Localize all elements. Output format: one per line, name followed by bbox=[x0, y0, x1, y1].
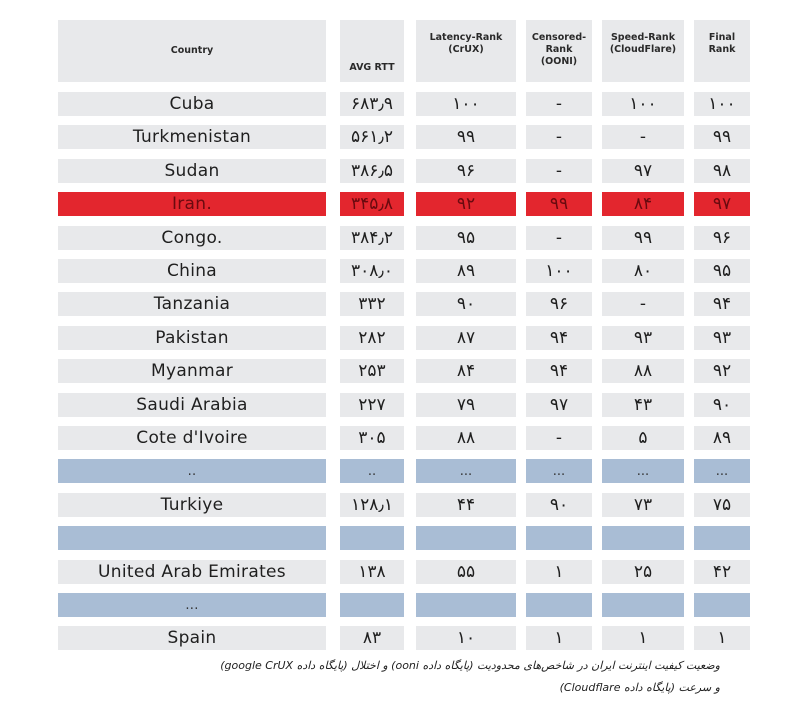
censored-rank-cell: ۹۴ bbox=[526, 326, 592, 350]
ranking-table bbox=[48, 12, 764, 672]
table-row bbox=[48, 192, 764, 216]
censored-rank-cell: - bbox=[526, 125, 592, 149]
country-cell: Iran. bbox=[58, 192, 326, 216]
country-cell: .. bbox=[58, 459, 326, 483]
rtt-cell: ۱۳۸ bbox=[340, 560, 404, 584]
censored-rank-cell: - bbox=[526, 159, 592, 183]
rtt-cell bbox=[340, 593, 404, 617]
rtt-cell: ۸۳ bbox=[340, 626, 404, 650]
latency-rank-cell: ۸۹ bbox=[416, 259, 516, 283]
final-rank-cell: ۴۲ bbox=[694, 560, 750, 584]
latency-rank-cell: ۹۰ bbox=[416, 292, 516, 316]
table-row bbox=[48, 159, 764, 183]
latency-rank-cell: ۸۴ bbox=[416, 359, 516, 383]
rtt-cell: .. bbox=[340, 459, 404, 483]
censored-rank-cell: ۹۰ bbox=[526, 493, 592, 517]
rtt-cell: ۲۲۷ bbox=[340, 393, 404, 417]
latency-rank-cell: ۹۹ bbox=[416, 125, 516, 149]
table-row bbox=[48, 92, 764, 116]
speed-rank-cell: ۹۹ bbox=[602, 226, 684, 250]
censored-rank-cell: ۱ bbox=[526, 626, 592, 650]
header-final-rank: Final Rank bbox=[694, 20, 750, 82]
separator-row bbox=[48, 593, 764, 617]
censored-rank-cell: ۱ bbox=[526, 560, 592, 584]
censored-rank-cell: - bbox=[526, 226, 592, 250]
country-cell bbox=[58, 526, 326, 550]
censored-rank-cell: - bbox=[526, 92, 592, 116]
latency-rank-cell: ۷۹ bbox=[416, 393, 516, 417]
speed-rank-cell bbox=[602, 526, 684, 550]
latency-rank-cell: ۸۷ bbox=[416, 326, 516, 350]
rtt-cell: ۳۰۸٫۰ bbox=[340, 259, 404, 283]
censored-rank-cell: ۹۴ bbox=[526, 359, 592, 383]
speed-rank-cell: ۸۸ bbox=[602, 359, 684, 383]
speed-rank-cell: ۸۰ bbox=[602, 259, 684, 283]
final-rank-cell: ۷۵ bbox=[694, 493, 750, 517]
country-cell: Sudan bbox=[58, 159, 326, 183]
table-row bbox=[48, 426, 764, 450]
rtt-cell: ۱۲۸٫۱ bbox=[340, 493, 404, 517]
final-rank-cell: ۹۴ bbox=[694, 292, 750, 316]
table-row bbox=[48, 560, 764, 584]
speed-rank-cell: ۱ bbox=[602, 626, 684, 650]
header-censored-rank: Censored- Rank (OONI) bbox=[526, 20, 592, 82]
country-cell: Turkiye bbox=[58, 493, 326, 517]
rtt-cell: ۳۸۶٫۵ bbox=[340, 159, 404, 183]
latency-rank-cell bbox=[416, 526, 516, 550]
rtt-cell: ۶۸۳٫۹ bbox=[340, 92, 404, 116]
final-rank-cell: ... bbox=[694, 459, 750, 483]
country-cell: Myanmar bbox=[58, 359, 326, 383]
header-speed-rank: Speed-Rank (CloudFlare) bbox=[602, 20, 684, 82]
rtt-cell: ۳۸۴٫۲ bbox=[340, 226, 404, 250]
country-cell: Turkmenistan bbox=[58, 125, 326, 149]
table-row bbox=[48, 626, 764, 650]
country-cell: Pakistan bbox=[58, 326, 326, 350]
country-cell: Saudi Arabia bbox=[58, 393, 326, 417]
censored-rank-cell: - bbox=[526, 426, 592, 450]
speed-rank-cell: - bbox=[602, 292, 684, 316]
speed-rank-cell: ۵ bbox=[602, 426, 684, 450]
country-cell: Tanzania bbox=[58, 292, 326, 316]
censored-rank-cell: ۹۶ bbox=[526, 292, 592, 316]
country-cell: Congo. bbox=[58, 226, 326, 250]
final-rank-cell: ۹۲ bbox=[694, 359, 750, 383]
censored-rank-cell: ... bbox=[526, 459, 592, 483]
latency-rank-cell: ۹۶ bbox=[416, 159, 516, 183]
latency-rank-cell bbox=[416, 593, 516, 617]
header-latency-rank: Latency-Rank (CrUX) bbox=[416, 20, 516, 82]
censored-rank-cell: ۹۷ bbox=[526, 393, 592, 417]
rtt-cell bbox=[340, 526, 404, 550]
final-rank-cell: ۱۰۰ bbox=[694, 92, 750, 116]
table-row bbox=[48, 226, 764, 250]
speed-rank-cell: ۹۷ bbox=[602, 159, 684, 183]
rtt-cell: ۳۳۲ bbox=[340, 292, 404, 316]
speed-rank-cell: ۴۳ bbox=[602, 393, 684, 417]
latency-rank-cell: ۹۵ bbox=[416, 226, 516, 250]
latency-rank-cell: ۵۵ bbox=[416, 560, 516, 584]
final-rank-cell: ۱ bbox=[694, 626, 750, 650]
speed-rank-cell: ۷۳ bbox=[602, 493, 684, 517]
rtt-cell: ۳۴۵٫۸ bbox=[340, 192, 404, 216]
latency-rank-cell: ۱۰ bbox=[416, 626, 516, 650]
country-cell: China bbox=[58, 259, 326, 283]
rtt-cell: ۲۵۳ bbox=[340, 359, 404, 383]
table-caption bbox=[100, 655, 720, 699]
table-row bbox=[48, 493, 764, 517]
speed-rank-cell: ۲۵ bbox=[602, 560, 684, 584]
table-row bbox=[48, 393, 764, 417]
table-row bbox=[48, 359, 764, 383]
latency-rank-cell: ۸۸ bbox=[416, 426, 516, 450]
final-rank-cell: ۹۵ bbox=[694, 259, 750, 283]
country-cell: Spain bbox=[58, 626, 326, 650]
final-rank-cell: ۹۷ bbox=[694, 192, 750, 216]
speed-rank-cell: ... bbox=[602, 459, 684, 483]
censored-rank-cell: ۱۰۰ bbox=[526, 259, 592, 283]
speed-rank-cell: - bbox=[602, 125, 684, 149]
latency-rank-cell: ۴۴ bbox=[416, 493, 516, 517]
final-rank-cell: ۸۹ bbox=[694, 426, 750, 450]
header-avg-rtt: AVG RTT bbox=[340, 20, 404, 82]
final-rank-cell bbox=[694, 526, 750, 550]
country-cell: United Arab Emirates bbox=[58, 560, 326, 584]
censored-rank-cell bbox=[526, 526, 592, 550]
country-cell: Cote d'Ivoire bbox=[58, 426, 326, 450]
censored-rank-cell: ۹۹ bbox=[526, 192, 592, 216]
country-cell: ... bbox=[58, 593, 326, 617]
censored-rank-cell bbox=[526, 593, 592, 617]
table-header bbox=[48, 20, 764, 82]
separator-row bbox=[48, 459, 764, 483]
final-rank-cell: ۹۸ bbox=[694, 159, 750, 183]
table-row bbox=[48, 125, 764, 149]
rtt-cell: ۲۸۲ bbox=[340, 326, 404, 350]
latency-rank-cell: ... bbox=[416, 459, 516, 483]
table-row bbox=[48, 326, 764, 350]
rtt-cell: ۳۰۵ bbox=[340, 426, 404, 450]
caption-line-2: و سرعت (پایگاه داده Cloudflare) bbox=[559, 681, 720, 694]
rtt-cell: ۵۶۱٫۲ bbox=[340, 125, 404, 149]
latency-rank-cell: ۱۰۰ bbox=[416, 92, 516, 116]
country-cell: Cuba bbox=[58, 92, 326, 116]
final-rank-cell: ۹۰ bbox=[694, 393, 750, 417]
final-rank-cell bbox=[694, 593, 750, 617]
table-row bbox=[48, 292, 764, 316]
speed-rank-cell: ۹۳ bbox=[602, 326, 684, 350]
latency-rank-cell: ۹۲ bbox=[416, 192, 516, 216]
table-row bbox=[48, 259, 764, 283]
speed-rank-cell bbox=[602, 593, 684, 617]
final-rank-cell: ۹۶ bbox=[694, 226, 750, 250]
header-country: Country bbox=[58, 20, 326, 82]
final-rank-cell: ۹۳ bbox=[694, 326, 750, 350]
speed-rank-cell: ۸۴ bbox=[602, 192, 684, 216]
separator-row bbox=[48, 526, 764, 550]
caption-line-1: وضعیت کیفیت اینترنت ایران در شاخص‌های محدودیت (پایگاه داده ooni) و اختلال (پایگاه داده google CrUX) bbox=[220, 659, 720, 672]
final-rank-cell: ۹۹ bbox=[694, 125, 750, 149]
speed-rank-cell: ۱۰۰ bbox=[602, 92, 684, 116]
